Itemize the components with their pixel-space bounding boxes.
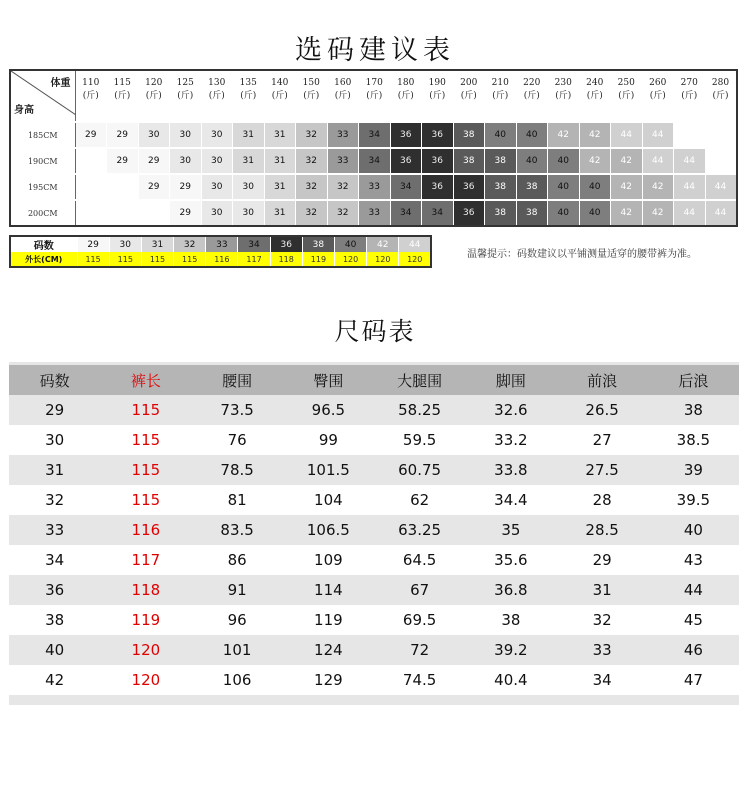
recommended-size: 38	[453, 148, 485, 174]
size-cell: 32	[557, 605, 648, 635]
table-row	[9, 485, 739, 515]
size-cell: 31	[557, 575, 648, 605]
size-cell: 28.5	[557, 515, 648, 545]
length-cell: 120	[367, 252, 399, 267]
recommended-size: 30	[138, 122, 170, 148]
size-cell: 39	[648, 455, 739, 485]
weight-unit: (斤)	[586, 91, 603, 101]
recommended-size: 30	[233, 200, 265, 226]
recommended-size: 29	[138, 174, 170, 200]
recommended-size: 42	[611, 200, 643, 226]
recommended-size: 40	[516, 148, 548, 174]
code-length-strip	[9, 235, 432, 268]
size-cell: 67	[374, 575, 465, 605]
size-cell: 36	[9, 575, 100, 605]
recommended-size: 36	[453, 174, 485, 200]
size-cell: 73.5	[192, 395, 283, 425]
recommended-size: 32	[296, 200, 328, 226]
size-column-header: 大腿围	[374, 364, 465, 396]
code-cell: 36	[270, 236, 302, 252]
size-cell: 38	[648, 395, 739, 425]
size-cell: 78.5	[192, 455, 283, 485]
recommended-size	[107, 174, 139, 200]
size-cell: 36.8	[465, 575, 556, 605]
recommended-size	[705, 122, 737, 148]
length-cell: 115	[141, 252, 173, 267]
weight-header	[516, 70, 548, 122]
recommended-size: 44	[642, 122, 674, 148]
size-cell: 58.25	[374, 395, 465, 425]
recommended-size: 42	[611, 148, 643, 174]
length-cell: 120	[399, 252, 431, 267]
weight-value: 160	[334, 78, 352, 88]
size-cell: 27.5	[557, 455, 648, 485]
size-cell: 120	[100, 635, 191, 665]
weight-value: 210	[491, 78, 509, 88]
size-cell: 69.5	[374, 605, 465, 635]
weight-value: 230	[554, 78, 572, 88]
recommended-size: 42	[579, 122, 611, 148]
size-cell: 47	[648, 665, 739, 695]
recommended-size: 42	[611, 174, 643, 200]
recommended-size: 31	[264, 122, 296, 148]
weight-header	[611, 70, 643, 122]
size-cell: 44	[648, 575, 739, 605]
weight-value: 150	[302, 78, 320, 88]
table-bottom-band	[192, 695, 283, 705]
recommended-size: 29	[170, 174, 202, 200]
length-cell: 115	[174, 252, 206, 267]
recommended-size: 36	[422, 148, 454, 174]
recommended-size	[75, 174, 107, 200]
size-cell: 120	[100, 665, 191, 695]
size-cell: 34	[9, 545, 100, 575]
recommended-size: 34	[422, 200, 454, 226]
length-cell: 118	[270, 252, 302, 267]
weight-header	[138, 70, 170, 122]
size-cell: 115	[100, 455, 191, 485]
recommended-size: 31	[264, 148, 296, 174]
recommended-size: 34	[359, 148, 391, 174]
code-cell: 44	[399, 236, 431, 252]
size-cell: 35.6	[465, 545, 556, 575]
size-cell: 91	[192, 575, 283, 605]
recommended-size: 38	[485, 200, 517, 226]
corner-height-label: 身高	[14, 105, 34, 116]
size-column-header: 裤长	[100, 364, 191, 396]
table-bottom-band	[9, 695, 100, 705]
size-chart-table	[9, 362, 739, 705]
recommended-size: 38	[453, 122, 485, 148]
size-cell: 104	[283, 485, 374, 515]
code-cell: 31	[141, 236, 173, 252]
table-bottom-band	[648, 695, 739, 705]
recommended-size: 36	[453, 200, 485, 226]
size-cell: 29	[557, 545, 648, 575]
recommendation-title: 选码建议表	[295, 35, 455, 66]
height-label: 190CM	[10, 148, 75, 174]
weight-unit: (斤)	[555, 91, 572, 101]
recommended-size: 40	[579, 200, 611, 226]
size-column-header: 臀围	[283, 364, 374, 396]
recommended-size: 32	[327, 200, 359, 226]
length-cell: 120	[335, 252, 367, 267]
size-cell: 129	[283, 665, 374, 695]
weight-unit: (斤)	[523, 91, 540, 101]
recommended-size: 38	[485, 174, 517, 200]
weight-value: 270	[680, 78, 698, 88]
table-row	[9, 545, 739, 575]
size-cell: 31	[9, 455, 100, 485]
code-cell: 34	[238, 236, 270, 252]
length-cell: 115	[109, 252, 141, 267]
recommended-size: 29	[107, 122, 139, 148]
weight-value: 220	[523, 78, 541, 88]
table-bottom-band	[465, 695, 556, 705]
table-row	[9, 515, 739, 545]
weight-header	[359, 70, 391, 122]
size-cell: 119	[100, 605, 191, 635]
code-cell: 38	[302, 236, 334, 252]
weight-value: 135	[239, 78, 257, 88]
size-cell: 96	[192, 605, 283, 635]
size-cell: 124	[283, 635, 374, 665]
size-cell: 34.4	[465, 485, 556, 515]
recommended-size: 40	[485, 122, 517, 148]
size-cell: 32	[9, 485, 100, 515]
recommended-size: 44	[611, 122, 643, 148]
size-cell: 42	[9, 665, 100, 695]
size-column-header: 后浪	[648, 364, 739, 396]
weight-header	[233, 70, 265, 122]
weight-header	[485, 70, 517, 122]
weight-unit: (斤)	[145, 91, 162, 101]
size-cell: 60.75	[374, 455, 465, 485]
size-cell: 26.5	[557, 395, 648, 425]
length-cell: 116	[206, 252, 238, 267]
weight-header	[327, 70, 359, 122]
weight-value: 190	[428, 78, 446, 88]
recommended-size: 36	[390, 122, 422, 148]
recommendation-row	[10, 174, 737, 200]
size-cell: 33.8	[465, 455, 556, 485]
size-cell: 64.5	[374, 545, 465, 575]
weight-value: 125	[176, 78, 194, 88]
size-cell: 72	[374, 635, 465, 665]
code-cell: 29	[77, 236, 109, 252]
size-cell: 32.6	[465, 395, 556, 425]
weight-value: 115	[113, 78, 131, 88]
size-cell: 74.5	[374, 665, 465, 695]
length-cell: 115	[77, 252, 109, 267]
length-cell: 117	[238, 252, 270, 267]
table-bottom-band	[374, 695, 465, 705]
weight-header	[201, 70, 233, 122]
weight-header	[264, 70, 296, 122]
recommended-size: 36	[390, 148, 422, 174]
length-label: 外长(CM)	[10, 252, 77, 267]
size-recommendation-grid	[9, 69, 738, 227]
size-cell: 40.4	[465, 665, 556, 695]
recommended-size	[674, 122, 706, 148]
weight-unit: (斤)	[429, 91, 446, 101]
size-cell: 35	[465, 515, 556, 545]
recommended-size: 32	[296, 174, 328, 200]
weight-value: 170	[365, 78, 383, 88]
size-cell: 39.5	[648, 485, 739, 515]
code-cell: 30	[109, 236, 141, 252]
recommended-size	[75, 200, 107, 226]
recommended-size: 33	[359, 174, 391, 200]
size-cell: 46	[648, 635, 739, 665]
size-column-header: 码数	[9, 364, 100, 396]
code-cell: 42	[367, 236, 399, 252]
weight-unit: (斤)	[366, 91, 383, 101]
weight-header	[579, 70, 611, 122]
recommended-size: 42	[548, 122, 580, 148]
recommended-size: 32	[296, 148, 328, 174]
weight-unit: (斤)	[397, 91, 414, 101]
weight-header	[705, 70, 737, 122]
weight-header	[107, 70, 139, 122]
weight-header	[642, 70, 674, 122]
size-cell: 45	[648, 605, 739, 635]
size-cell: 106.5	[283, 515, 374, 545]
recommendation-row	[10, 200, 737, 226]
height-label: 195CM	[10, 174, 75, 200]
table-row	[9, 455, 739, 485]
size-column-header: 脚围	[465, 364, 556, 396]
weight-unit: (斤)	[177, 91, 194, 101]
recommended-size: 32	[296, 122, 328, 148]
recommended-size: 44	[642, 148, 674, 174]
recommended-size: 44	[705, 174, 737, 200]
recommended-size: 29	[170, 200, 202, 226]
weight-unit: (斤)	[334, 91, 351, 101]
recommended-size: 29	[75, 122, 107, 148]
recommended-size: 33	[327, 148, 359, 174]
weight-value: 110	[82, 78, 100, 88]
size-cell: 118	[100, 575, 191, 605]
size-cell: 29	[9, 395, 100, 425]
recommended-size	[705, 148, 737, 174]
size-cell: 33	[557, 635, 648, 665]
recommended-size: 33	[359, 200, 391, 226]
recommended-size: 42	[579, 148, 611, 174]
table-row	[9, 635, 739, 665]
recommended-size: 40	[548, 200, 580, 226]
recommended-size: 38	[516, 174, 548, 200]
size-cell: 101.5	[283, 455, 374, 485]
size-column-header: 前浪	[557, 364, 648, 396]
recommended-size: 32	[327, 174, 359, 200]
size-cell: 109	[283, 545, 374, 575]
weight-unit: (斤)	[492, 91, 509, 101]
size-cell: 96.5	[283, 395, 374, 425]
weight-unit: (斤)	[303, 91, 320, 101]
weight-header	[170, 70, 202, 122]
recommended-size: 44	[674, 174, 706, 200]
size-cell: 106	[192, 665, 283, 695]
table-row	[9, 395, 739, 425]
size-cell: 43	[648, 545, 739, 575]
recommended-size: 30	[201, 174, 233, 200]
code-cell: 32	[174, 236, 206, 252]
size-cell: 39.2	[465, 635, 556, 665]
size-cell: 40	[9, 635, 100, 665]
recommended-size: 31	[233, 122, 265, 148]
code-cell: 40	[335, 236, 367, 252]
weight-unit: (斤)	[649, 91, 666, 101]
weight-value: 140	[271, 78, 289, 88]
recommended-size: 42	[642, 174, 674, 200]
recommended-size: 38	[516, 200, 548, 226]
size-cell: 30	[9, 425, 100, 455]
size-cell: 40	[648, 515, 739, 545]
recommended-size: 30	[233, 174, 265, 200]
recommended-size: 36	[422, 174, 454, 200]
weight-header	[390, 70, 422, 122]
size-cell: 101	[192, 635, 283, 665]
weight-unit: (斤)	[618, 91, 635, 101]
recommended-size: 34	[359, 122, 391, 148]
recommended-size: 31	[264, 200, 296, 226]
weight-unit: (斤)	[240, 91, 257, 101]
recommended-size: 34	[390, 174, 422, 200]
length-cell: 119	[302, 252, 334, 267]
fit-tip: 温馨提示：码数建议以平铺测量适穿的腰带裤为准。	[467, 249, 697, 260]
height-label: 185CM	[10, 122, 75, 148]
recommended-size: 30	[201, 148, 233, 174]
weight-value: 130	[208, 78, 226, 88]
weight-value: 200	[460, 78, 478, 88]
recommended-size: 29	[107, 148, 139, 174]
weight-unit: (斤)	[114, 91, 131, 101]
recommended-size: 40	[516, 122, 548, 148]
corner-cell	[10, 70, 75, 122]
size-cell: 38	[465, 605, 556, 635]
size-cell: 117	[100, 545, 191, 575]
recommended-size: 30	[170, 122, 202, 148]
size-cell: 63.25	[374, 515, 465, 545]
size-cell: 115	[100, 485, 191, 515]
table-row	[9, 605, 739, 635]
recommended-size: 31	[233, 148, 265, 174]
recommended-size: 40	[548, 148, 580, 174]
size-cell: 59.5	[374, 425, 465, 455]
recommended-size: 30	[201, 122, 233, 148]
size-cell: 34	[557, 665, 648, 695]
recommended-size	[75, 148, 107, 174]
table-bottom-band	[100, 695, 191, 705]
size-cell: 99	[283, 425, 374, 455]
table-row	[9, 425, 739, 455]
size-cell: 81	[192, 485, 283, 515]
weight-unit: (斤)	[208, 91, 225, 101]
code-cell: 33	[206, 236, 238, 252]
weight-unit: (斤)	[82, 91, 99, 101]
size-cell: 27	[557, 425, 648, 455]
weight-unit: (斤)	[712, 91, 729, 101]
size-cell: 33.2	[465, 425, 556, 455]
recommended-size: 44	[674, 148, 706, 174]
weight-value: 120	[145, 78, 163, 88]
table-row	[9, 575, 739, 605]
weight-header	[674, 70, 706, 122]
recommended-size	[138, 200, 170, 226]
size-cell: 115	[100, 395, 191, 425]
recommended-size: 30	[201, 200, 233, 226]
weight-value: 180	[397, 78, 415, 88]
weight-header	[548, 70, 580, 122]
size-cell: 119	[283, 605, 374, 635]
size-cell: 62	[374, 485, 465, 515]
weight-header	[453, 70, 485, 122]
recommendation-row	[10, 122, 737, 148]
recommended-size: 29	[138, 148, 170, 174]
weight-value: 280	[711, 78, 730, 88]
size-cell: 38	[9, 605, 100, 635]
recommended-size: 44	[705, 200, 737, 226]
weight-value: 250	[617, 78, 635, 88]
size-cell: 33	[9, 515, 100, 545]
recommended-size: 33	[327, 122, 359, 148]
weight-header	[75, 70, 107, 122]
recommended-size: 36	[422, 122, 454, 148]
recommended-size: 40	[548, 174, 580, 200]
table-row	[9, 665, 739, 695]
weight-header	[422, 70, 454, 122]
size-cell: 114	[283, 575, 374, 605]
size-cell: 86	[192, 545, 283, 575]
height-label: 200CM	[10, 200, 75, 226]
size-cell: 83.5	[192, 515, 283, 545]
size-cell: 115	[100, 425, 191, 455]
recommendation-row	[10, 148, 737, 174]
recommended-size: 44	[674, 200, 706, 226]
size-chart-title: 尺码表	[334, 317, 416, 346]
recommended-size: 38	[485, 148, 517, 174]
weight-value: 240	[586, 78, 604, 88]
recommended-size: 31	[264, 174, 296, 200]
table-bottom-band	[557, 695, 648, 705]
recommended-size: 30	[170, 148, 202, 174]
size-cell: 28	[557, 485, 648, 515]
weight-unit: (斤)	[681, 91, 698, 101]
recommended-size	[107, 200, 139, 226]
weight-header	[296, 70, 328, 122]
weight-unit: (斤)	[271, 91, 288, 101]
corner-weight-label: 体重	[50, 78, 71, 89]
size-column-header: 腰围	[192, 364, 283, 396]
weight-unit: (斤)	[460, 91, 477, 101]
size-cell: 116	[100, 515, 191, 545]
code-label: 码数	[10, 236, 77, 252]
weight-value: 260	[649, 78, 667, 88]
size-cell: 76	[192, 425, 283, 455]
recommended-size: 42	[642, 200, 674, 226]
size-cell: 38.5	[648, 425, 739, 455]
recommended-size: 40	[579, 174, 611, 200]
recommended-size: 34	[390, 200, 422, 226]
table-bottom-band	[283, 695, 374, 705]
